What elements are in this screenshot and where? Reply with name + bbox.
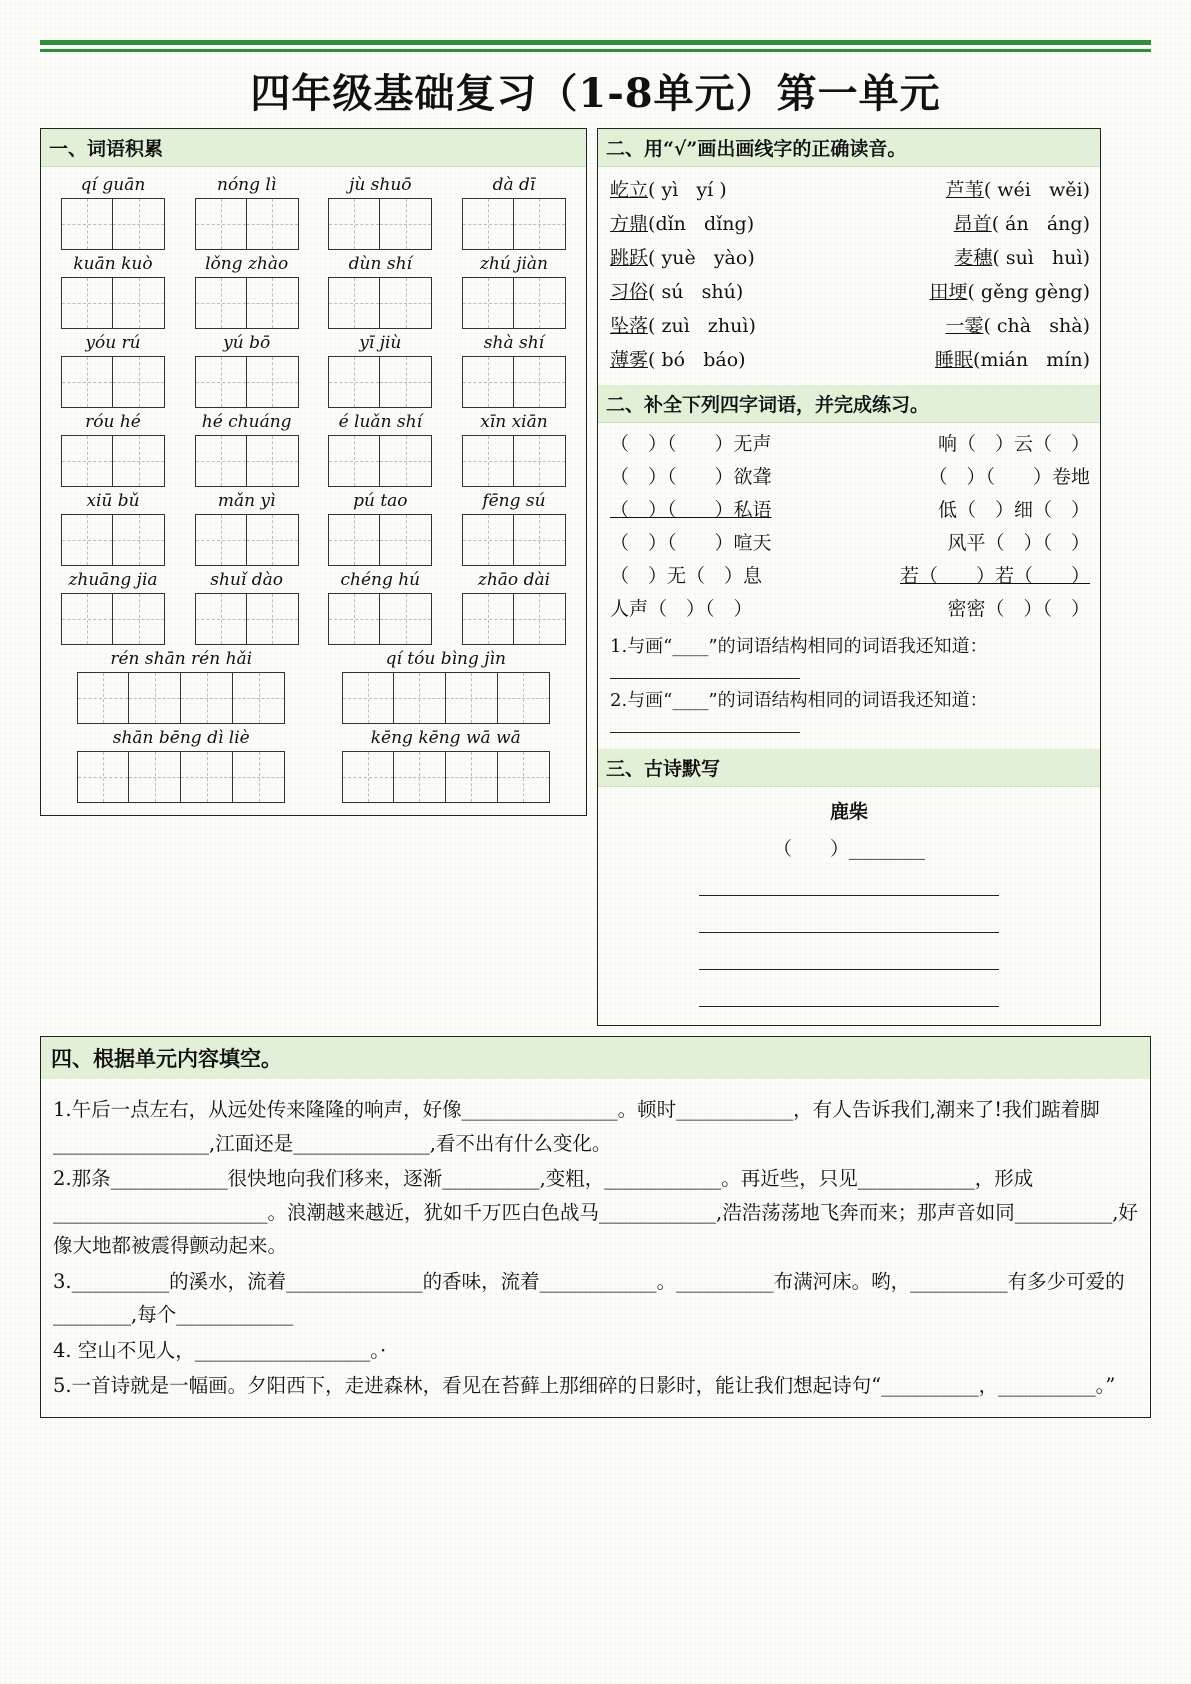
vocabulary-heading: 一、词语积累 [41,129,586,167]
pinyin-pick-row [610,345,1090,372]
vocab-item [316,252,444,329]
section-vocabulary [40,128,587,816]
pinyin-pick-item[interactable]: 跳跃( yuè yào) [610,247,755,269]
four-char-left[interactable]: （ ）（ ）欲聋 [610,466,772,488]
pinyin-pick-row [610,209,1090,236]
vocab-pinyin: qí tóu bìng jìn [385,649,506,669]
pinyin-pick-item[interactable]: 田埂( gěng gèng) [929,281,1090,303]
tian-zi-ge[interactable] [321,751,571,803]
vocab-row [49,568,578,645]
tian-zi-ge[interactable] [450,593,578,645]
four-char-right[interactable]: 若（ ）若（ ） [899,565,1090,587]
vocab-item [183,489,311,566]
worksheet-body [40,128,1151,1418]
vocab-pinyin: dà dī [492,175,536,195]
vocab-pinyin: zhuāng jia [68,570,158,590]
fill-in-item[interactable]: 5.一首诗就是一幅画。夕阳西下，走进森林，看见在苔藓上那细碎的日影时，能让我们想起诗句“__________，__________。” [53,1374,1116,1398]
vocab-pinyin: lǒng zhào [205,254,289,274]
tian-zi-ge[interactable] [49,356,177,408]
vocab-pinyin: róu hé [85,412,141,432]
vocab-pinyin: rén shān rén hǎi [110,649,253,669]
tian-zi-ge[interactable] [183,277,311,329]
poem-heading: 三、古诗默写 [598,749,1100,787]
top-rule-thick [40,40,1151,45]
tian-zi-ge[interactable] [56,751,306,803]
vocab-pinyin: zhú jiàn [479,254,548,274]
four-char-question-1: 1.与画“____”的词语结构相同的词语我还知道： [610,633,1090,687]
vocab-item [183,568,311,645]
vocab-item [49,252,177,329]
vocab-item [316,568,444,645]
right-column [597,128,1101,1026]
four-char-row[interactable] [610,528,1090,555]
pinyin-pick-row [610,311,1090,338]
four-char-list [598,423,1100,631]
tian-zi-ge[interactable] [56,672,306,724]
vocab-item [49,568,177,645]
four-char-row[interactable] [610,594,1090,621]
vocab-pinyin: qí guān [80,175,146,195]
vocab-pinyin: dùn shí [348,254,412,274]
poem-blank-line[interactable] [699,941,999,970]
vocab-item [316,489,444,566]
four-char-left[interactable]: 人声（ ）（ ） [610,598,753,620]
vocab-pinyin: mǎn yì [217,491,276,511]
pinyin-pick-item[interactable]: 睡眠(mián mín) [935,349,1090,371]
four-char-left[interactable]: （ ）（ ）无声 [610,433,772,455]
tian-zi-ge[interactable] [183,356,311,408]
tian-zi-ge[interactable] [49,593,177,645]
tian-zi-ge[interactable] [183,514,311,566]
tian-zi-ge[interactable] [316,198,444,250]
section-fill-in [40,1036,1151,1418]
tian-zi-ge[interactable] [450,277,578,329]
four-char-questions [598,631,1100,749]
vocab-item [183,410,311,487]
vocab-item [321,726,571,803]
vocab-pinyin: hé chuáng [201,412,292,432]
vocab-pinyin: jù shuō [349,175,412,195]
pinyin-pick-item[interactable]: 屹立( yì yí ) [610,179,727,201]
four-char-left[interactable]: （ ）无（ ）息 [610,565,763,587]
vocab-row [49,489,578,566]
four-char-question-2: 2.与画“____”的词语结构相同的词语我还知道： [610,687,1090,741]
pinyin-pick-heading: 二、用“√”画出画线字的正确读音。 [598,129,1100,167]
vocab-pinyin: zhāo dài [477,570,551,590]
four-char-left[interactable]: （ ）（ ）私语 [610,499,772,521]
fill-in-item[interactable]: 1.午后一点左右，从远处传来隆隆的响声，好像________________。顿时____________，有人告诉我们,潮来了!我们踮着脚________________,江面还是______________,看不出有什么变化。 [53,1098,1100,1155]
vocab-pinyin: xiū bǔ [86,491,140,511]
pinyin-pick-item[interactable]: 一霎( chà shà) [945,315,1090,337]
four-char-heading: 二、补全下列四字词语，并完成练习。 [598,385,1100,423]
tian-zi-ge[interactable] [321,672,571,724]
vocab-pinyin: chéng hú [340,570,421,590]
pinyin-pick-item[interactable]: 麦穗( suì huì) [954,247,1090,269]
pinyin-pick-row [610,277,1090,304]
tian-zi-ge[interactable] [183,435,311,487]
tian-zi-ge[interactable] [183,198,311,250]
vocab-pinyin: nóng lì [217,175,277,195]
vocab-row [49,173,578,250]
pinyin-pick-item[interactable]: 习俗( sú shú) [610,281,744,303]
tian-zi-ge[interactable] [49,514,177,566]
tian-zi-ge[interactable] [49,198,177,250]
tian-zi-ge[interactable] [316,593,444,645]
vocab-item [450,331,578,408]
vocab-item [450,410,578,487]
vocab-item [183,331,311,408]
vocab-pinyin: yóu rú [85,333,141,353]
four-char-row[interactable] [610,561,1090,588]
answer-blank[interactable] [610,732,800,733]
four-char-right[interactable]: 风平（ ）（ ） [947,532,1090,554]
vocab-row [49,252,578,329]
fill-in-body [41,1079,1150,1417]
vocab-pinyin: shà shí [483,333,545,353]
tian-zi-ge[interactable] [450,356,578,408]
vocab-item [321,647,571,724]
tian-zi-ge[interactable] [316,277,444,329]
vocab-item [56,726,306,803]
vocab-item [49,410,177,487]
vocab-pinyin: fēng sú [482,491,546,511]
page-title: 四年级基础复习（1-8单元）第一单元 [250,70,941,117]
pinyin-pick-list [598,167,1100,385]
pinyin-pick-item[interactable]: 芦苇( wéi wěi) [945,179,1090,201]
vocab-item [56,647,306,724]
vocab-item [450,252,578,329]
vocab-pinyin: kuān kuò [73,254,153,274]
pinyin-pick-row [610,243,1090,270]
four-char-row[interactable] [610,495,1090,522]
pinyin-pick-item[interactable]: 昂首( án áng) [953,213,1090,235]
top-rules [40,40,1151,52]
poem-blank-line[interactable] [699,867,999,896]
vocab-item [450,489,578,566]
four-char-right[interactable]: 密密（ ）（ ） [947,598,1090,620]
vocab-item [183,252,311,329]
four-char-left[interactable]: （ ）（ ）喧天 [610,532,772,554]
pinyin-pick-row [610,175,1090,202]
tian-zi-ge[interactable] [49,277,177,329]
pinyin-pick-item[interactable]: 方鼎(dǐn dǐng) [610,213,755,235]
four-char-right[interactable]: 响（ ）云（ ） [937,433,1090,455]
fill-in-item[interactable]: 4. 空山不见人，__________________。· [53,1338,387,1362]
vocab-item [183,173,311,250]
vocab-row [49,410,578,487]
poem-blank-line[interactable] [699,978,999,1007]
vocab-pinyin: yú bō [223,333,271,353]
vocab-item [316,173,444,250]
vocab-row [49,331,578,408]
vocabulary-grid [41,167,586,815]
tian-zi-ge[interactable] [49,435,177,487]
vocab-item [316,410,444,487]
vocab-pinyin: shān bēng dì liè [112,728,250,748]
tian-zi-ge[interactable] [450,198,578,250]
pinyin-pick-item[interactable]: 薄雾( bó báo) [610,349,746,371]
four-char-row[interactable] [610,462,1090,489]
four-char-row[interactable] [610,429,1090,456]
fill-in-item[interactable]: 2.那条____________很快地向我们移来，逐渐__________,变粗，____________。再近些，只见____________，形成______________________。浪潮越来越近，犹如千万匹白色战马____________,浩浩荡荡地飞奔而来；那声音如同__________,好像大地都被震得颤动起来。 [53,1167,1138,1258]
fill-in-item[interactable]: 3.__________的溪水，流着______________的香味，流着____________。__________布满河床。哟，__________有多少可爱的________,每个____________ [53,1269,1125,1327]
top-rule-thin [40,49,1151,52]
vocab-pinyin: shuǐ dào [210,570,284,590]
vocab-pinyin: pú tao [353,491,408,511]
poem-area [598,787,1100,1025]
fill-in-heading: 四、根据单元内容填空。 [41,1037,1150,1079]
tian-zi-ge[interactable] [450,435,578,487]
vocab-pinyin: é luǎn shí [338,412,423,432]
tian-zi-ge[interactable] [450,514,578,566]
vocab-item [450,568,578,645]
vocab-item [49,489,177,566]
poem-blank-line[interactable] [699,904,999,933]
four-char-right[interactable]: 低（ ）细（ ） [937,499,1090,521]
poem-title: 鹿柴 [829,801,868,823]
tian-zi-ge[interactable] [316,356,444,408]
poem-first-line[interactable]: （ ）________ [772,838,925,860]
tian-zi-ge[interactable] [316,435,444,487]
vocab-row-wide [49,726,578,803]
vocab-item [450,173,578,250]
answer-blank[interactable] [610,678,800,679]
vocab-item [49,331,177,408]
vocab-row-wide [49,647,578,724]
four-char-right[interactable]: （ ）（ ）卷地 [928,466,1090,488]
tian-zi-ge[interactable] [316,514,444,566]
vocab-pinyin: yī jiù [359,333,402,353]
vocab-item [49,173,177,250]
pinyin-pick-item[interactable]: 坠落( zuì zhuì) [610,315,756,337]
vocab-pinyin: xīn xiān [480,412,548,432]
tian-zi-ge[interactable] [183,593,311,645]
vocab-pinyin: kēng kēng wā wā [370,728,521,748]
vocab-item [316,331,444,408]
